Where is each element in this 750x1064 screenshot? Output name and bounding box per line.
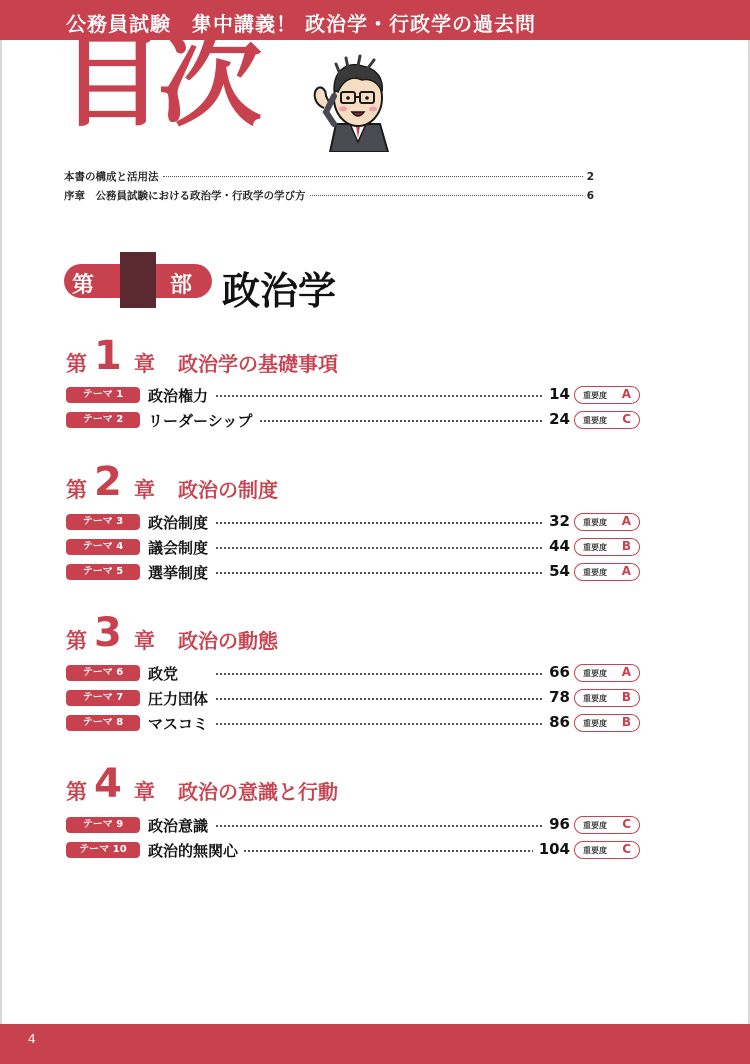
- toc-entry-intro[interactable]: [64, 169, 594, 185]
- importance-label: 重要度: [583, 719, 607, 728]
- leader-dots: [216, 547, 570, 549]
- theme-badge: テーマ 3: [66, 514, 140, 530]
- importance-rank: A: [621, 514, 631, 528]
- theme-row-9[interactable]: [66, 815, 640, 835]
- chapter-number: 1: [94, 333, 122, 379]
- importance-rank: A: [621, 564, 631, 578]
- chapter-3-heading: [66, 610, 626, 659]
- chapter-dai: 第: [66, 478, 87, 502]
- importance-label: 重要度: [583, 846, 607, 855]
- importance-rank: B: [621, 715, 631, 729]
- importance-badge: [574, 841, 640, 859]
- toc-heading: 目次: [60, 19, 257, 141]
- leader-dots: [216, 698, 570, 700]
- leader-dots: [216, 572, 570, 574]
- theme-badge: テーマ 9: [66, 817, 140, 833]
- part-heading: [64, 252, 484, 313]
- leader-dots: [163, 176, 583, 177]
- toc-entry-prologue[interactable]: [64, 188, 594, 204]
- theme-row-8[interactable]: [66, 713, 640, 733]
- importance-label: 重要度: [583, 669, 607, 678]
- theme-title: 政治意識: [148, 815, 214, 836]
- theme-badge: テーマ 4: [66, 539, 140, 555]
- toc-entry-page: 6: [586, 190, 594, 202]
- leader-dots: [216, 420, 570, 422]
- importance-rank: C: [622, 817, 631, 831]
- importance-label: 重要度: [583, 568, 607, 577]
- theme-badge: テーマ 1: [66, 387, 140, 403]
- importance-label: 重要度: [583, 821, 607, 830]
- theme-page: 14: [543, 385, 570, 403]
- page-number: 4: [28, 1032, 36, 1046]
- part-title: 政治学: [222, 269, 337, 313]
- importance-label: 重要度: [583, 416, 607, 425]
- importance-badge: [574, 386, 640, 404]
- theme-title: 選挙制度: [148, 562, 214, 583]
- theme-title: 圧力団体: [148, 688, 214, 709]
- theme-row-7[interactable]: [66, 688, 640, 708]
- toc-entry-title: 本書の構成と活用法: [64, 171, 159, 183]
- chapter-2-heading: [66, 459, 626, 508]
- chapter-number: 2: [94, 459, 122, 505]
- theme-page: 66: [543, 663, 570, 681]
- chapter-1-heading: [66, 333, 626, 382]
- theme-page: 104: [533, 840, 570, 858]
- theme-badge: テーマ 5: [66, 564, 140, 580]
- theme-badge: テーマ 7: [66, 690, 140, 706]
- theme-title: マスコミ: [148, 713, 214, 734]
- theme-row-3[interactable]: [66, 512, 640, 532]
- chapter-sho: 章: [134, 352, 155, 376]
- chapter-number: 4: [94, 761, 122, 807]
- importance-rank: A: [621, 387, 631, 401]
- theme-title: 政治的無関心: [148, 840, 244, 861]
- theme-title: 議会制度: [148, 537, 214, 558]
- importance-badge: [574, 513, 640, 531]
- theme-title: 政治権力: [148, 385, 214, 406]
- importance-badge: [574, 563, 640, 581]
- importance-badge: [574, 411, 640, 429]
- theme-row-5[interactable]: [66, 562, 640, 582]
- chapter-sho: 章: [134, 478, 155, 502]
- footer-bar: [0, 1024, 750, 1064]
- chapter-title: 政治学の基礎事項: [178, 352, 338, 376]
- importance-badge: [574, 538, 640, 556]
- importance-rank: B: [621, 690, 631, 704]
- theme-page: 96: [543, 815, 570, 833]
- theme-page: 24: [543, 410, 570, 428]
- part-bu: 部: [170, 273, 193, 298]
- theme-page: 78: [543, 688, 570, 706]
- theme-badge: テーマ 10: [66, 842, 140, 858]
- leader-dots: [216, 522, 570, 524]
- importance-label: 重要度: [583, 391, 607, 400]
- chapter-title: 政治の動態: [178, 629, 278, 653]
- leader-dots: [216, 825, 570, 827]
- theme-row-4[interactable]: [66, 537, 640, 557]
- importance-badge: [574, 816, 640, 834]
- part-dai: 第: [72, 273, 95, 298]
- chapter-dai: 第: [66, 629, 87, 653]
- theme-row-6[interactable]: [66, 663, 640, 683]
- left-page-edge: [0, 40, 2, 1024]
- chapter-sho: 章: [134, 629, 155, 653]
- theme-title: リーダーシップ: [148, 410, 258, 431]
- chapter-title: 政治の意識と行動: [178, 780, 338, 804]
- leader-dots: [216, 850, 570, 852]
- importance-badge: [574, 689, 640, 707]
- series-title: 公務員試験 集中講義！ 政治学・行政学の過去問: [66, 12, 536, 36]
- theme-row-10[interactable]: [66, 840, 640, 860]
- chapter-sho: 章: [134, 780, 155, 804]
- leader-dots: [216, 723, 570, 725]
- leader-dots: [216, 395, 570, 397]
- theme-badge: テーマ 8: [66, 715, 140, 731]
- chapter-dai: 第: [66, 352, 87, 376]
- part-number: 1: [120, 252, 156, 308]
- theme-page: 86: [543, 713, 570, 731]
- theme-title: 政党: [148, 663, 184, 684]
- chapter-dai: 第: [66, 780, 87, 804]
- theme-badge: テーマ 2: [66, 412, 140, 428]
- theme-title: 政治制度: [148, 512, 214, 533]
- theme-row-1[interactable]: [66, 385, 640, 405]
- theme-badge: テーマ 6: [66, 665, 140, 681]
- importance-label: 重要度: [583, 694, 607, 703]
- theme-row-2[interactable]: [66, 410, 640, 430]
- chapter-number: 3: [94, 610, 122, 656]
- leader-dots: [310, 195, 583, 196]
- importance-rank: C: [622, 412, 631, 426]
- toc-entry-page: 2: [586, 171, 594, 183]
- chapter-title: 政治の制度: [178, 478, 278, 502]
- importance-badge: [574, 664, 640, 682]
- theme-page: 32: [543, 512, 570, 530]
- chapter-4-heading: [66, 761, 626, 810]
- theme-page: 44: [543, 537, 570, 555]
- importance-rank: A: [621, 665, 631, 679]
- importance-label: 重要度: [583, 543, 607, 552]
- toc-entry-title: 序章 公務員試験における政治学・行政学の学び方: [64, 190, 306, 202]
- theme-page: 54: [543, 562, 570, 580]
- professor-mascot-icon: [300, 52, 410, 152]
- importance-rank: C: [622, 842, 631, 856]
- importance-label: 重要度: [583, 518, 607, 527]
- importance-badge: [574, 714, 640, 732]
- leader-dots: [216, 673, 570, 675]
- importance-rank: B: [621, 539, 631, 553]
